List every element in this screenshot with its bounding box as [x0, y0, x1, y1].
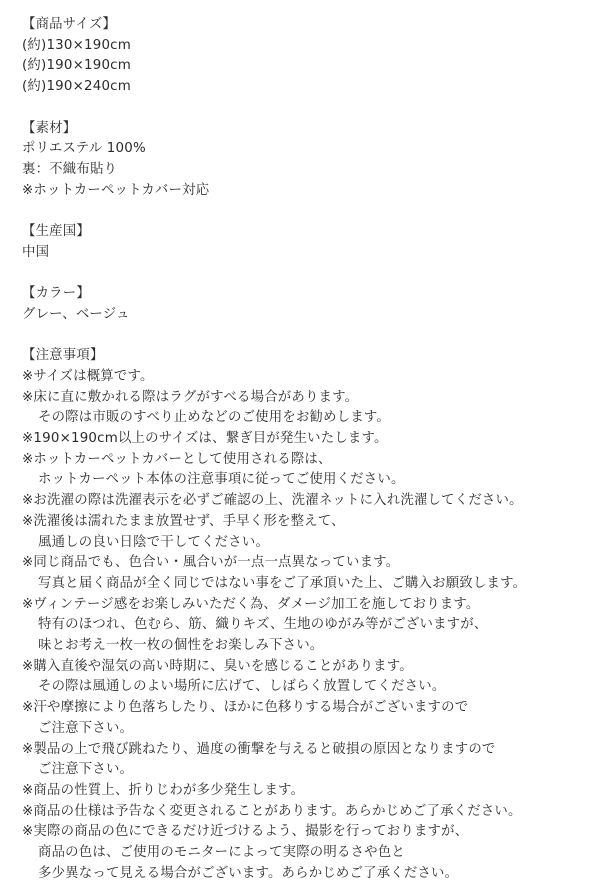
size-section [22, 15, 594, 98]
spec-line: ポリエステル 100% [22, 141, 146, 157]
spec-line: (約)190×240cm [22, 79, 131, 95]
notes-section [22, 346, 594, 884]
note-line: ※同じ商品でも、色合い・風合いが一点一点異なっています。 [22, 555, 400, 571]
note-line: ※190×190cm以上のサイズは、繋ぎ目が発生いたします。 [22, 431, 388, 446]
note-line: ※床に直に敷かれる際はラグがすべる場合があります。 [22, 389, 359, 405]
note-line: ※商品の性質上、折りじわが多少発生します。 [22, 782, 305, 798]
note-continuation: ご注意下さい。 [38, 720, 134, 736]
note-line: ※実際の商品の色にできるだけ近づけるよう、撮影を行っておりますが、 [22, 824, 469, 840]
spec-line: 裏：不織布貼り [22, 161, 118, 177]
note-line: ※商品の仕様は予告なく変更されることがあります。あらかじめご了承ください。 [22, 803, 522, 819]
note-line: ※洗濯後は濡れたまま放置せず、手早く形を整えて、 [22, 513, 345, 529]
section-heading: 【生産国】 [22, 224, 90, 239]
section-heading: 【素材】 [22, 120, 77, 136]
note-line: ※製品の上で飛び跳ねたり、過度の衝撃を与えると破損の原因となりますので [22, 741, 496, 757]
note-line: ※ヴィンテージ感をお楽しみいただく為、ダメージ加工を施しております。 [22, 596, 480, 612]
color-section [22, 284, 594, 325]
spec-line: (約)130×190cm [22, 37, 131, 53]
section-heading: 【注意事項】 [22, 348, 104, 364]
spec-line: (約)190×190cm [22, 58, 131, 74]
note-continuation: 写真と届く商品が全く同じではない事をご了承頂いた上、ご購入お願致します。 [38, 575, 527, 591]
note-line: ※購入直後や湿気の高い時期に、臭いを感じることがあります。 [22, 658, 413, 674]
note-continuation: 多少異なって見える場合がございます。あらかじめご了承ください。 [38, 865, 459, 881]
spec-line: グレー、ベージュ [22, 306, 130, 322]
note-continuation: 特有のほつれ、色むら、筋、織りキズ、生地のゆがみ等がございますが、 [38, 617, 488, 633]
note-continuation: ホットカーペット本体の注意事項に従ってご使用ください。 [38, 472, 405, 488]
note-line: ※汗や摩擦により色落ちしたり、ほかに色移りする場合がございますので [22, 700, 469, 716]
note-line: ※サイズは概算です。 [22, 368, 154, 384]
note-continuation: その際は市販のすべり止めなどのご使用をお勧めします。 [38, 410, 391, 426]
section-heading: 【カラー】 [22, 286, 90, 302]
note-continuation: 商品の色は、ご使用のモニターによって実際の明るさや色と [38, 845, 405, 861]
spec-line: 中国 [22, 244, 50, 260]
note-line: ※ホットカーペットカバーとして使用される際は、 [22, 451, 332, 467]
note-continuation: 風通しの良い日陰で干してください。 [38, 534, 270, 550]
product-spec-document [22, 15, 594, 884]
note-continuation: 味とお考え一枚一枚の個性をお楽しみ下さい。 [38, 638, 324, 654]
origin-section [22, 222, 594, 263]
note-continuation: その際は風通しのよい場所に広げて、しばらく放置してください。 [38, 679, 446, 695]
material-section [22, 119, 594, 202]
note-continuation: ご注意下さい。 [38, 762, 134, 778]
spec-line: ※ホットカーペットカバー対応 [22, 182, 210, 198]
section-heading: 【商品サイズ】 [22, 17, 117, 32]
note-line: ※お洗濯の際は洗濯表示を必ずご確認の上、洗濯ネットに入れ洗濯してください。 [22, 493, 523, 509]
